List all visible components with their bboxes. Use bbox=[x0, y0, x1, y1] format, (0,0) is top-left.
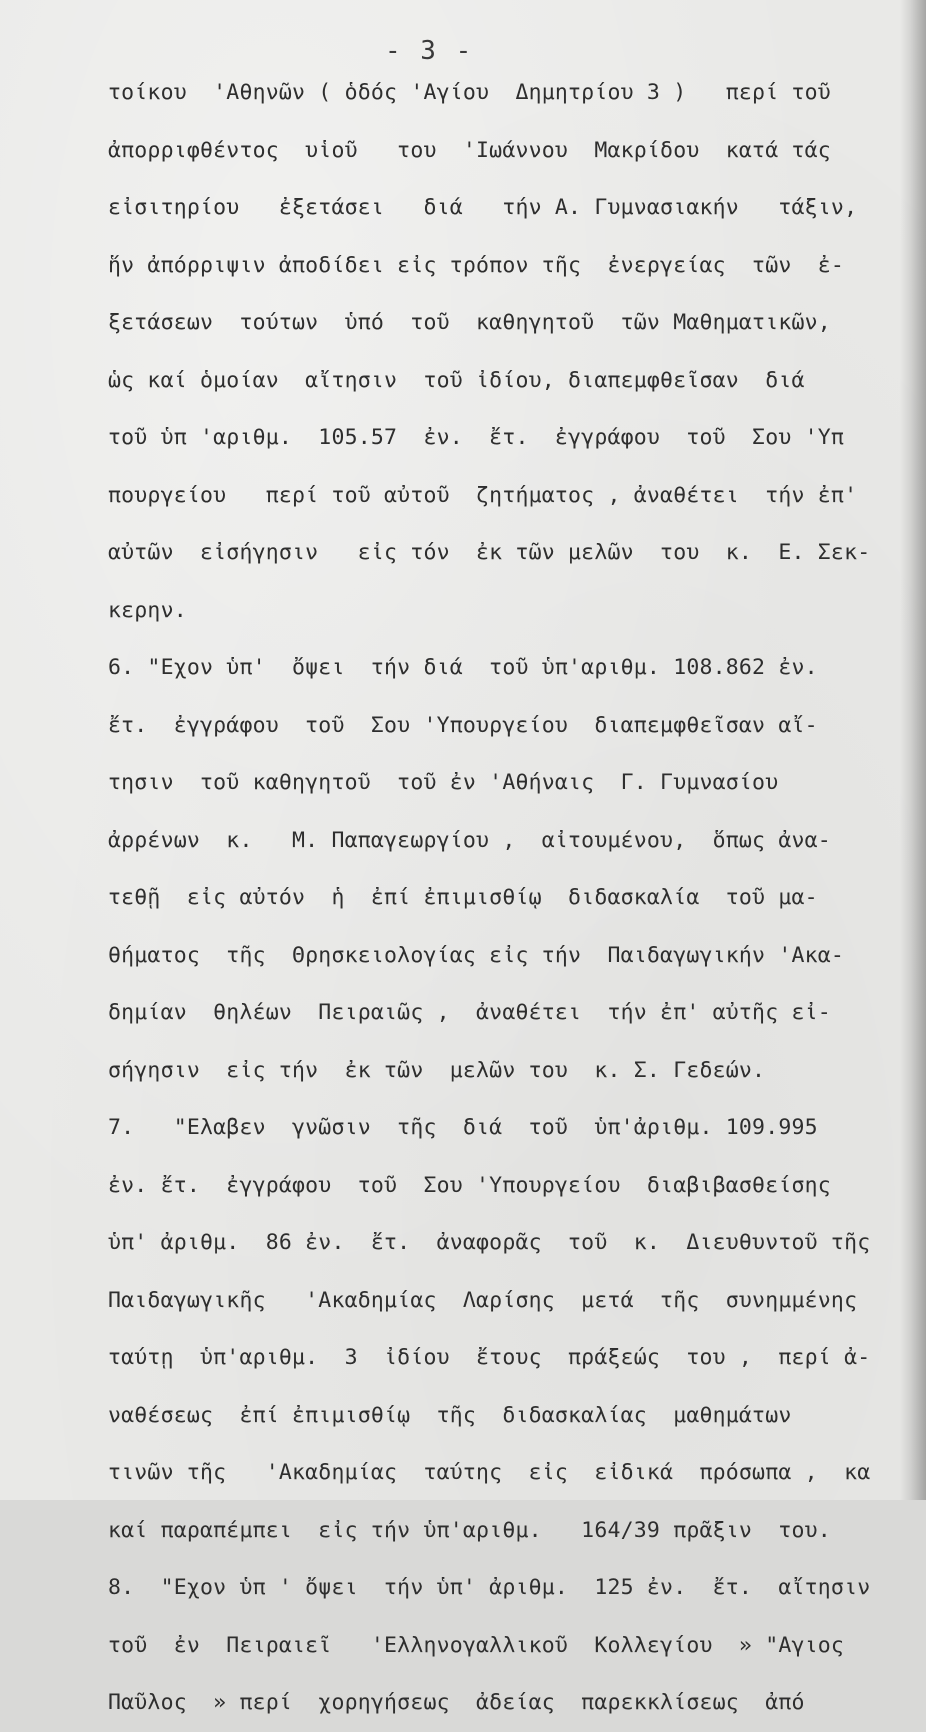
text-line: ὑπ' ἀριθμ. 86 ἐν. ἔτ. ἀναφορᾶς τοῦ κ. Διευθυντοῦ τῆς bbox=[108, 1230, 871, 1255]
text-line: τοῦ ἐν Πειραιεῖ 'Ελληνογαλλικοῦ Κολλεγίου » "Αγιος bbox=[108, 1632, 845, 1658]
text-line: καί παραπέμπει εἰς τήν ὑπ'αριθμ. 164/39 πρᾶξιν του. bbox=[108, 1517, 831, 1543]
text-line: 6. "Εχον ὑπ' ὄψει τήν διά τοῦ ὑπ'αριθμ. 108.862 ἐν. bbox=[108, 655, 818, 680]
text-line: ναθέσεως ἐπί ἐπιμισθίῳ τῆς διδασκαλίας μαθημάτων bbox=[108, 1402, 792, 1428]
text-line: θήματος τῆς Θρησκειολογίας εἰς τήν Παιδαγωγικήν 'Ακα- bbox=[108, 942, 845, 968]
text-line: σήγησιν εἰς τήν ἐκ τῶν μελῶν του κ. Σ. Γεδεών. bbox=[108, 1057, 766, 1083]
text-line: Παιδαγωγικῆς 'Ακαδημίας Λαρίσης μετά τῆς συνημμένης bbox=[108, 1287, 858, 1313]
text-line: εἰσιτηρίου ἐξετάσει διά τήν Α. Γυμνασιακήν τάξιν, bbox=[108, 195, 858, 220]
text-line: Παῦλος » περί χορηγήσεως ἀδείας παρεκκλίσεως ἀπό bbox=[108, 1690, 805, 1715]
document-body bbox=[108, 64, 898, 1732]
text-line: αὐτῶν εἰσήγησιν εἰς τόν ἐκ τῶν μελῶν του κ. Ε. Σεκ- bbox=[108, 540, 871, 565]
text-line: ἀπορριφθέντος υἱοῦ του 'Ιωάννου Μακρίδου κατά τάς bbox=[108, 137, 831, 163]
text-line: ἐν. ἔτ. ἐγγράφου τοῦ Σου 'Υπουργείου διαβιβασθείσης bbox=[108, 1172, 831, 1198]
text-line: κερην. bbox=[108, 597, 187, 623]
text-line: ἔτ. ἐγγράφου τοῦ Σου 'Υπουργείου διαπεμφθεῖσαν αἴ- bbox=[108, 712, 818, 738]
text-line: τησιν τοῦ καθηγητοῦ τοῦ ἐν 'Αθήναις Γ. Γυμνασίου bbox=[108, 770, 779, 795]
text-line: τινῶν τῆς 'Ακαδημίας ταύτης εἰς εἰδικά πρόσωπα , κα bbox=[108, 1460, 871, 1485]
page-edge-shadow bbox=[900, 0, 926, 1500]
text-line: τεθῇ εἰς αὐτόν ἡ ἐπί ἐπιμισθίῳ διδασκαλία τοῦ μα- bbox=[108, 885, 818, 910]
text-line: ἀρρένων κ. Μ. Παπαγεωργίου , αἰτουμένου, ὅπως ἀνα- bbox=[108, 827, 831, 853]
text-line: 7. "Ελαβεν γνῶσιν τῆς διά τοῦ ὑπ'ἀριθμ. 109.995 bbox=[108, 1115, 818, 1140]
text-line: 8. "Εχον ὑπ ' ὄψει τήν ὑπ' ἀριθμ. 125 ἐν. ἔτ. αἴτησιν bbox=[108, 1575, 871, 1600]
text-line: τοίκου 'Αθηνῶν ( ὁδός 'Αγίου Δημητρίου 3 ) περί τοῦ bbox=[108, 80, 831, 105]
text-line: τοῦ ὑπ 'αριθμ. 105.57 ἐν. ἔτ. ἐγγράφου τοῦ Σου 'Υπ bbox=[108, 425, 845, 450]
text-line: ξετάσεων τούτων ὑπό τοῦ καθηγητοῦ τῶν Μαθηματικῶν, bbox=[108, 310, 831, 335]
page-number: - 3 - bbox=[385, 36, 474, 66]
text-line: ταύτῃ ὑπ'αριθμ. 3 ἰδίου ἔτους πράξεώς του , περί ἀ- bbox=[108, 1345, 871, 1370]
text-line: ἥν ἀπόρριψιν ἀποδίδει εἰς τρόπον τῆς ἐνεργείας τῶν ἐ- bbox=[108, 252, 845, 278]
text-line: ὡς καί ὁμοίαν αἴτησιν τοῦ ἰδίου, διαπεμφθεῖσαν διά bbox=[108, 367, 805, 393]
text-line: πουργείου περί τοῦ αὐτοῦ ζητήματος , ἀναθέτει τήν ἐπ' bbox=[108, 482, 858, 508]
text-line: δημίαν θηλέων Πειραιῶς , ἀναθέτει τήν ἐπ' αὐτῆς εἰ- bbox=[108, 1000, 831, 1025]
